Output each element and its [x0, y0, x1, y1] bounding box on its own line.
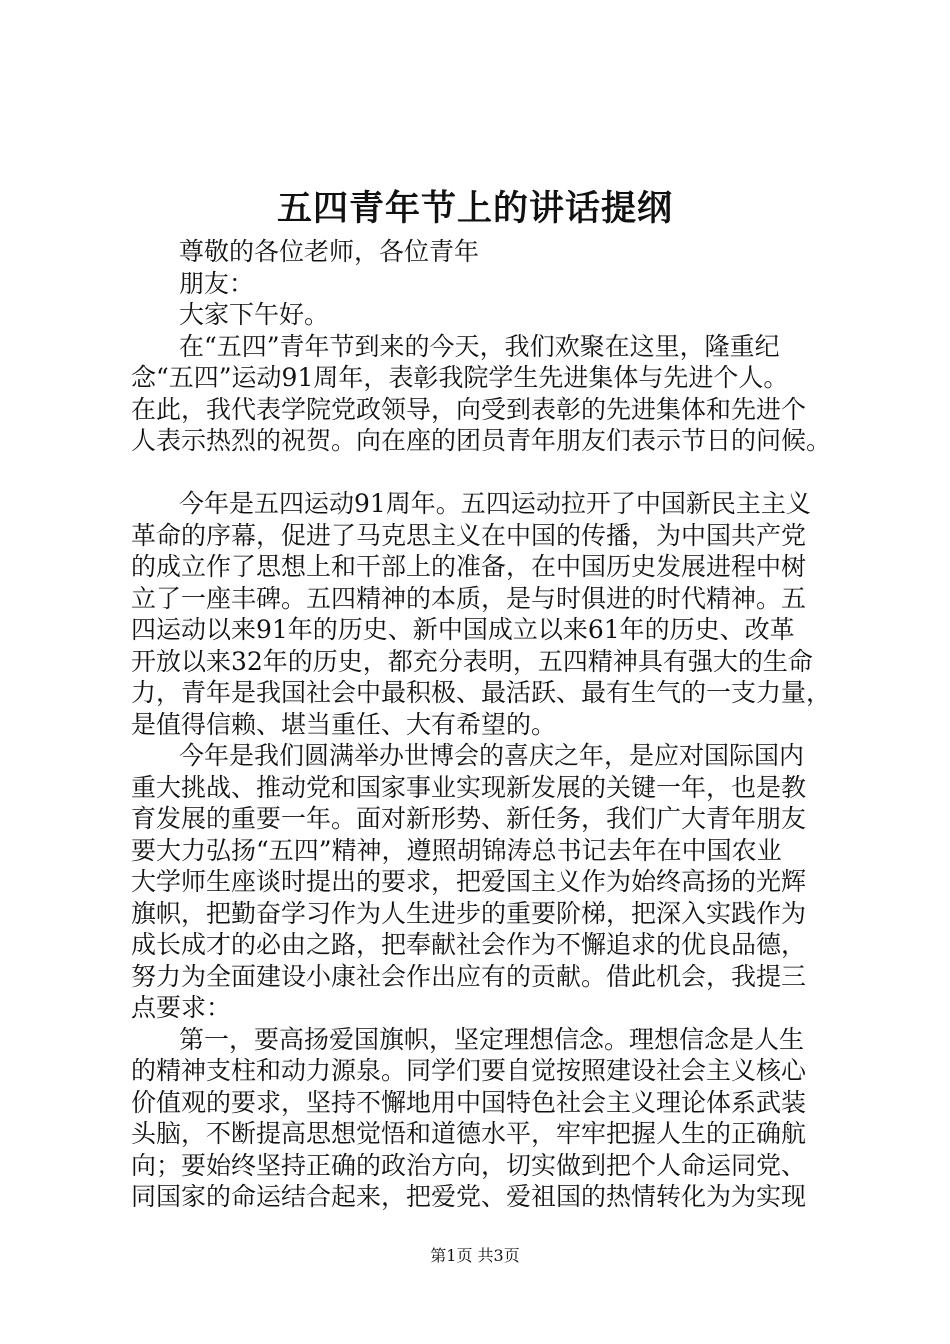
body-line: 朋友： [179, 268, 255, 298]
body-line: 要大力弘扬“五四”精神，遵照胡锦涛总书记去年在中国农业 [131, 835, 782, 865]
body-line: 是值得信赖、堪当重任、大有希望的。 [131, 709, 557, 739]
body-line: 念“五四”运动91周年，表彰我院学生先进集体与先进个人。 [131, 363, 789, 392]
page-footer: 第1页 共3页 [430, 1246, 520, 1265]
document-body [131, 236, 851, 1213]
body-line: 大家下午好。 [179, 300, 330, 329]
body-line: 四运动以来91年的历史、新中国成立以来61年的历史、改革 [131, 615, 795, 644]
body-line: 同国家的命运结合起来，把爱党、爱祖国的热情转化为为实现 [131, 1182, 807, 1211]
body-line: 价值观的要求，坚持不懈地用中国特色社会主义理论体系武装 [131, 1087, 807, 1117]
body-line: 在“五四”青年节到来的今天，我们欢聚在这里，隆重纪 [179, 331, 780, 361]
body-line: 第一，要高扬爱国旗帜，坚定理想信念。理想信念是人生 [179, 1024, 805, 1054]
body-line: 人表示热烈的祝贺。向在座的团员青年朋友们表示节日的问候。 [131, 426, 832, 455]
body-line: 力，青年是我国社会中最积极、最活跃、最有生气的一支力量， [131, 678, 832, 707]
body-line: 开放以来32年的历史，都充分表明，五四精神具有强大的生命 [131, 646, 813, 676]
body-line: 育发展的重要一年。面对新形势、新任务，我们广大青年朋友 [131, 804, 807, 833]
body-line: 立了一座丰碑。五四精神的本质，是与时俱进的时代精神。五 [131, 583, 807, 613]
body-line: 旗帜，把勤奋学习作为人生进步的重要阶梯，把深入实践作为 [131, 898, 807, 928]
body-line: 头脑，不断提高思想觉悟和道德水平，牢牢把握人生的正确航 [131, 1119, 807, 1148]
body-line: 努力为全面建设小康社会作出应有的贡献。借此机会，我提三 [131, 961, 807, 991]
body-line: 的精神支柱和动力源泉。同学们要自觉按照建设社会主义核心 [131, 1056, 807, 1085]
body-line: 今年是我们圆满举办世博会的喜庆之年，是应对国际国内 [179, 741, 805, 770]
body-line: 今年是五四运动91周年。五四运动拉开了中国新民主主义 [179, 489, 811, 518]
body-line: 在此，我代表学院党政领导，向受到表彰的先进集体和先进个 [131, 394, 807, 424]
body-line: 革命的序幕，促进了马克思主义在中国的传播，为中国共产党 [131, 520, 807, 550]
body-line: 的成立作了思想上和干部上的准备，在中国历史发展进程中树 [131, 552, 807, 581]
document-title: 五四青年节上的讲话提纲 [276, 188, 673, 229]
body-line: 大学师生座谈时提出的要求，把爱国主义作为始终高扬的光辉 [131, 867, 807, 896]
body-line: 成长成才的必由之路，把奉献社会作为不懈追求的优良品德， [131, 930, 807, 959]
body-line: 向；要始终坚持正确的政治方向，切实做到把个人命运同党、 [131, 1150, 807, 1180]
body-line: 尊敬的各位老师，各位青年 [179, 237, 480, 266]
blank-line [131, 457, 851, 489]
body-line: 重大挑战、推动党和国家事业实现新发展的关键一年，也是教 [131, 772, 807, 802]
body-line: 点要求： [131, 993, 232, 1022]
